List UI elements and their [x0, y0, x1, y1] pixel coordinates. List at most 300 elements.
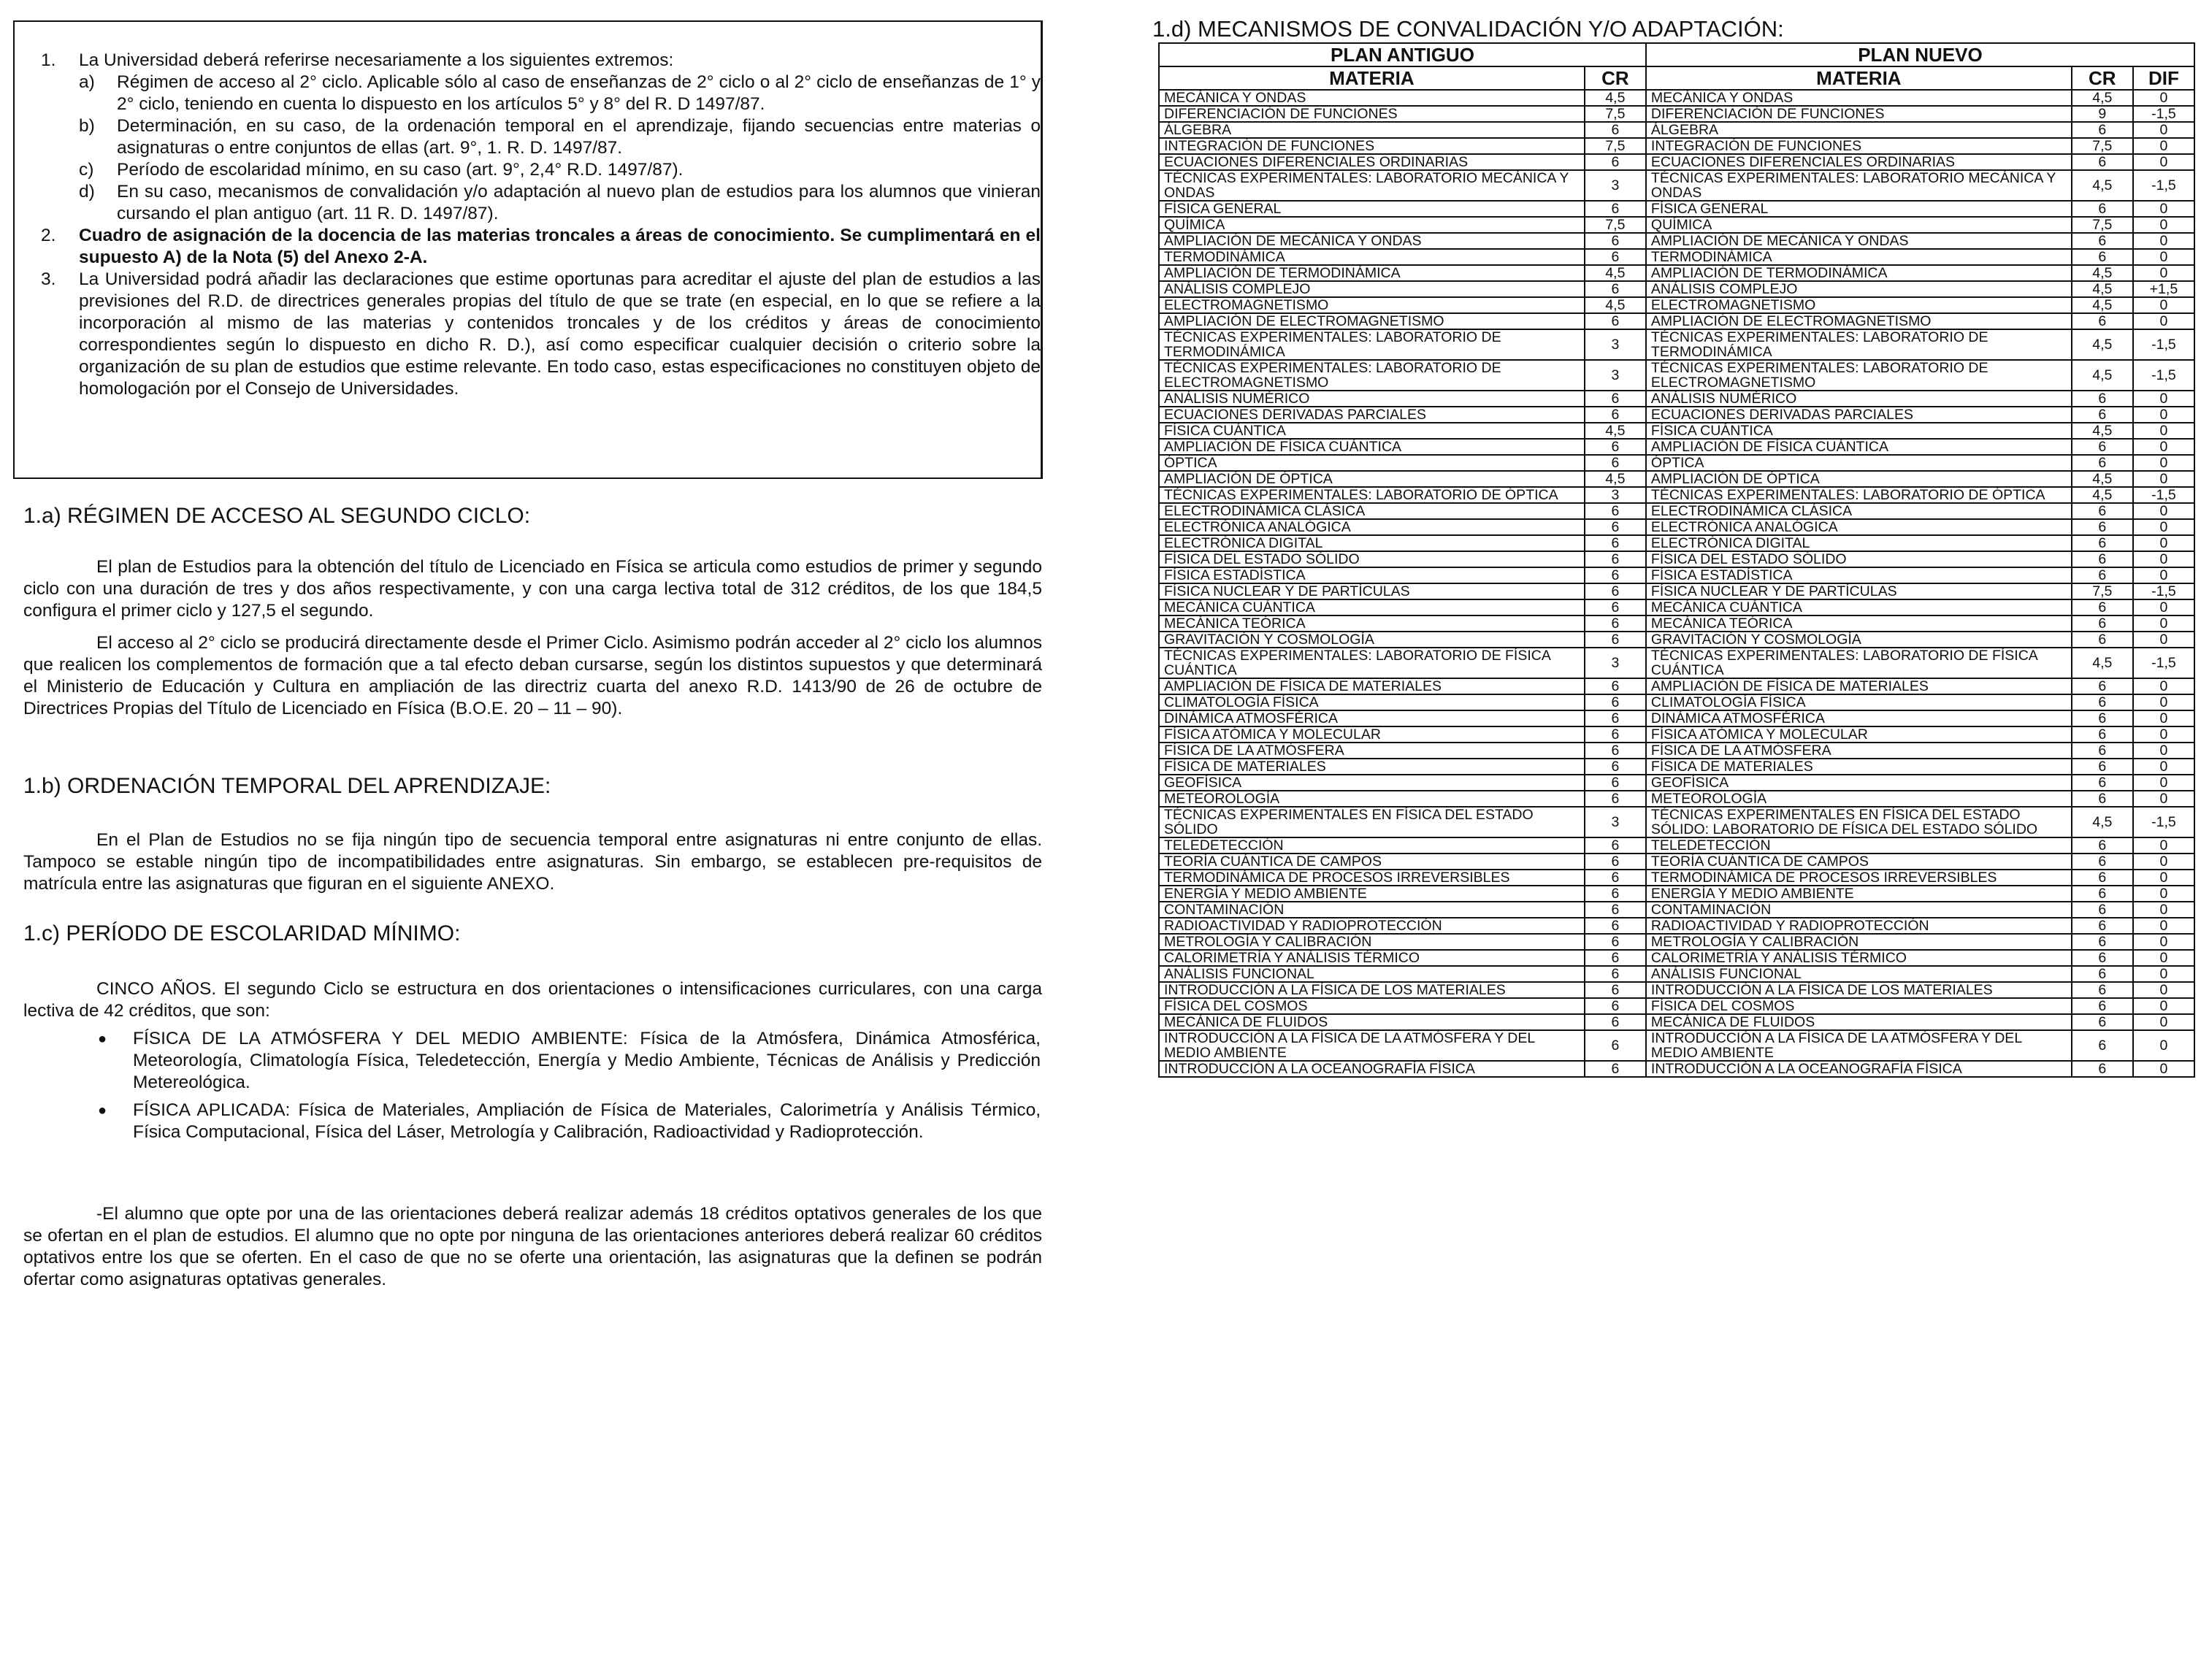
section-title-acceso: 1.a) RÉGIMEN DE ACCESO AL SEGUNDO CICLO: [23, 504, 531, 528]
cr-new-cell: 7,5 [2072, 138, 2133, 154]
subitem-letter: d) [79, 182, 95, 202]
dif-cell: 0 [2133, 791, 2194, 807]
materia-new-cell: CALORIMETRÍA Y ANÁLISIS TÉRMICO [1646, 950, 2072, 966]
header-plan-antiguo: PLAN ANTIGUO [1159, 43, 1646, 66]
table-row [1159, 791, 2194, 807]
cr-new-cell: 6 [2072, 775, 2133, 791]
materia-old-cell: ELECTRODINÁMICA CLÁSICA [1159, 503, 1585, 519]
materia-old-cell: DIFERENCIACIÓN DE FUNCIONES [1159, 106, 1585, 122]
materia-old-cell: FÍSICA GENERAL [1159, 201, 1585, 217]
cr-old-cell: 6 [1585, 678, 1646, 694]
materia-new-cell: ECUACIONES DIFERENCIALES ORDINARIAS [1646, 154, 2072, 170]
materia-old-cell: ENERGÍA Y MEDIO AMBIENTE [1159, 886, 1585, 902]
cr-old-cell: 6 [1585, 281, 1646, 297]
table-row [1159, 106, 2194, 122]
cr-new-cell: 4,5 [2072, 329, 2133, 360]
cr-new-cell: 6 [2072, 1061, 2133, 1077]
materia-old-cell: DINÁMICA ATMOSFÉRICA [1159, 710, 1585, 726]
materia-new-cell: FÍSICA ATÓMICA Y MOLECULAR [1646, 726, 2072, 743]
cr-old-cell: 6 [1585, 201, 1646, 217]
materia-old-cell: FÍSICA DE MATERIALES [1159, 759, 1585, 775]
materia-old-cell: AMPLIACIÓN DE ELECTROMAGNETISMO [1159, 313, 1585, 329]
cr-old-cell: 6 [1585, 886, 1646, 902]
cr-new-cell: 6 [2072, 791, 2133, 807]
note-sublist [79, 72, 1041, 225]
cr-old-cell: 3 [1585, 360, 1646, 391]
cr-old-cell: 6 [1585, 775, 1646, 791]
materia-new-cell: MECÁNICA Y ONDAS [1646, 90, 2072, 106]
cr-new-cell: 6 [2072, 551, 2133, 567]
materia-new-cell: METEOROLOGÍA [1646, 791, 2072, 807]
table-row [1159, 471, 2194, 487]
materia-new-cell: ECUACIONES DERIVADAS PARCIALES [1646, 407, 2072, 423]
dif-cell: 0 [2133, 918, 2194, 934]
materia-new-cell: INTEGRACIÓN DE FUNCIONES [1646, 138, 2072, 154]
dif-cell: 0 [2133, 1014, 2194, 1030]
cr-old-cell: 6 [1585, 950, 1646, 966]
notes-box [13, 20, 1043, 479]
subitem-letter: c) [79, 160, 94, 180]
cr-new-cell: 6 [2072, 966, 2133, 982]
materia-old-cell: FÍSICA CUÁNTICA [1159, 423, 1585, 439]
note-subitem-a [79, 72, 1041, 115]
cr-old-cell: 7,5 [1585, 217, 1646, 233]
table-row [1159, 583, 2194, 599]
dif-cell: 0 [2133, 870, 2194, 886]
cr-new-cell: 6 [2072, 694, 2133, 710]
dif-cell: 0 [2133, 423, 2194, 439]
cr-new-cell: 4,5 [2072, 648, 2133, 678]
table-row [1159, 1061, 2194, 1077]
table-row [1159, 934, 2194, 950]
cr-new-cell: 6 [2072, 854, 2133, 870]
table-row [1159, 902, 2194, 918]
cr-old-cell: 6 [1585, 455, 1646, 471]
table-row [1159, 233, 2194, 249]
dif-cell: 0 [2133, 313, 2194, 329]
cr-old-cell: 7,5 [1585, 106, 1646, 122]
materia-old-cell: FÍSICA NUCLEAR Y DE PARTÍCULAS [1159, 583, 1585, 599]
table-row [1159, 567, 2194, 583]
materia-new-cell: FÍSICA DE LA ATMÓSFERA [1646, 743, 2072, 759]
materia-new-cell: METROLOGÍA Y CALIBRACIÓN [1646, 934, 2072, 950]
cr-new-cell: 6 [2072, 391, 2133, 407]
cr-old-cell: 6 [1585, 902, 1646, 918]
materia-old-cell: AMPLIACIÓN DE FÍSICA DE MATERIALES [1159, 678, 1585, 694]
materia-old-cell: ANÁLISIS NUMÉRICO [1159, 391, 1585, 407]
table-row [1159, 90, 2194, 106]
materia-old-cell: INTRODUCCIÓN A LA OCEANOGRAFÍA FÍSICA [1159, 1061, 1585, 1077]
table-row [1159, 535, 2194, 551]
table-row [1159, 313, 2194, 329]
materia-old-cell: GEOFÍSICA [1159, 775, 1585, 791]
cr-old-cell: 3 [1585, 329, 1646, 360]
dif-cell: 0 [2133, 966, 2194, 982]
cr-old-cell: 6 [1585, 837, 1646, 854]
table-row [1159, 407, 2194, 423]
dif-cell: 0 [2133, 837, 2194, 854]
cr-old-cell: 6 [1585, 567, 1646, 583]
materia-old-cell: ELECTROMAGNETISMO [1159, 297, 1585, 313]
table-row [1159, 122, 2194, 138]
cr-old-cell: 6 [1585, 998, 1646, 1014]
cr-new-cell: 4,5 [2072, 281, 2133, 297]
materia-new-cell: TÉCNICAS EXPERIMENTALES: LABORATORIO DE TERMODINÁMICA [1646, 329, 2072, 360]
dif-cell: 0 [2133, 743, 2194, 759]
section-title-ordenacion: 1.b) ORDENACIÓN TEMPORAL DEL APRENDIZAJE: [23, 774, 551, 798]
cr-new-cell: 4,5 [2072, 297, 2133, 313]
orientation-list [95, 1028, 1041, 1149]
materia-old-cell: TÉCNICAS EXPERIMENTALES: LABORATORIO DE ÓPTICA [1159, 487, 1585, 503]
materia-old-cell: TEORÍA CUÁNTICA DE CAMPOS [1159, 854, 1585, 870]
cr-old-cell: 6 [1585, 791, 1646, 807]
cr-new-cell: 6 [2072, 439, 2133, 455]
cr-old-cell: 6 [1585, 966, 1646, 982]
header-materia-new: MATERIA [1646, 66, 2072, 90]
cr-new-cell: 4,5 [2072, 170, 2133, 201]
materia-new-cell: AMPLIACIÓN DE ELECTROMAGNETISMO [1646, 313, 2072, 329]
table-row [1159, 615, 2194, 632]
dif-cell: 0 [2133, 726, 2194, 743]
table-row [1159, 1014, 2194, 1030]
materia-old-cell: ÁLGEBRA [1159, 122, 1585, 138]
materia-new-cell: FÍSICA ESTADÍSTICA [1646, 567, 2072, 583]
cr-new-cell: 4,5 [2072, 487, 2133, 503]
table-row [1159, 837, 2194, 854]
cr-old-cell: 6 [1585, 599, 1646, 615]
cr-new-cell: 6 [2072, 599, 2133, 615]
table-row [1159, 217, 2194, 233]
note-item-1 [41, 50, 1041, 225]
materia-old-cell: TÉCNICAS EXPERIMENTALES EN FÍSICA DEL ESTADO SÓLIDO [1159, 807, 1585, 837]
cr-new-cell: 6 [2072, 615, 2133, 632]
dif-cell: 0 [2133, 902, 2194, 918]
table-row [1159, 870, 2194, 886]
subitem-text: Régimen de acceso al 2° ciclo. Aplicable sólo al caso de enseñanzas de 2° ciclo o al 2° ciclo de enseñanzas de 1° y 2° ciclo, teniendo en cuenta lo dispuesto en los artículos 5° y 8° del R. D 1497/87. [117, 72, 1041, 114]
cr-new-cell: 6 [2072, 535, 2133, 551]
dif-cell: 0 [2133, 678, 2194, 694]
table-row [1159, 726, 2194, 743]
cr-old-cell: 3 [1585, 648, 1646, 678]
left-page [0, 0, 1081, 1680]
table-row [1159, 854, 2194, 870]
table-row [1159, 807, 2194, 837]
note-text: Cuadro de asignación de la docencia de las materias troncales a áreas de conocimiento. Se cumplimentará en el supuesto A) de la Nota (5) del Anexo 2-A. [79, 226, 1041, 267]
materia-new-cell: GRAVITACIÓN Y COSMOLOGÍA [1646, 632, 2072, 648]
dif-cell: 0 [2133, 854, 2194, 870]
subitem-text: En su caso, mecanismos de convalidación y/o adaptación al nuevo plan de estudios para los alumnos que vinieran cursando el plan antiguo (art. 11 R. D. 1497/87). [117, 182, 1041, 223]
materia-old-cell: RADIOACTIVIDAD Y RADIOPROTECCIÓN [1159, 918, 1585, 934]
note-number: 2. [41, 226, 56, 245]
cr-old-cell: 4,5 [1585, 90, 1646, 106]
dif-cell: 0 [2133, 934, 2194, 950]
table-row [1159, 710, 2194, 726]
materia-new-cell: ÓPTICA [1646, 455, 2072, 471]
cr-new-cell: 6 [2072, 122, 2133, 138]
cr-new-cell: 6 [2072, 632, 2133, 648]
subitem-letter: b) [79, 116, 95, 136]
materia-new-cell: FÍSICA DEL ESTADO SÓLIDO [1646, 551, 2072, 567]
materia-old-cell: INTRODUCCIÓN A LA FÍSICA DE LOS MATERIALES [1159, 982, 1585, 998]
dif-cell: -1,5 [2133, 487, 2194, 503]
table-row [1159, 998, 2194, 1014]
header-cr-old: CR [1585, 66, 1646, 90]
cr-old-cell: 6 [1585, 1030, 1646, 1061]
header-row-plans [1159, 43, 2194, 66]
table-row [1159, 950, 2194, 966]
dif-cell: 0 [2133, 567, 2194, 583]
table-row [1159, 886, 2194, 902]
materia-old-cell: ECUACIONES DIFERENCIALES ORDINARIAS [1159, 154, 1585, 170]
cr-old-cell: 6 [1585, 918, 1646, 934]
dif-cell: 0 [2133, 535, 2194, 551]
materia-old-cell: MECÁNICA CUÁNTICA [1159, 599, 1585, 615]
section-title-escolaridad: 1.c) PERÍODO DE ESCOLARIDAD MÍNIMO: [23, 921, 461, 946]
paragraph-acceso-2: El acceso al 2° ciclo se producirá directamente desde el Primer Ciclo. Asimismo podrán acceder al 2° ciclo los alumnos que realicen los complementos de formación que a tal efecto deban cursarse, según los distintos supuestos y que determinará el Ministerio de Educación y Cultura en ampliación de las directriz cuarta del anexo R.D. 1413/90 de 26 de octubre de Directrices Propias del Título de Licenciado en Física (B.O.E. 20 – 11 – 90). [23, 633, 1042, 718]
materia-old-cell: CALORIMETRÍA Y ANÁLISIS TÉRMICO [1159, 950, 1585, 966]
table-row [1159, 966, 2194, 982]
cr-old-cell: 6 [1585, 439, 1646, 455]
convalidation-table [1158, 42, 2195, 1078]
materia-old-cell: FÍSICA ESTADÍSTICA [1159, 567, 1585, 583]
dif-cell: 0 [2133, 519, 2194, 535]
materia-old-cell: FÍSICA ATÓMICA Y MOLECULAR [1159, 726, 1585, 743]
materia-old-cell: AMPLIACIÓN DE FÍSICA CUÁNTICA [1159, 439, 1585, 455]
materia-new-cell: AMPLIACIÓN DE ÓPTICA [1646, 471, 2072, 487]
dif-cell: 0 [2133, 503, 2194, 519]
materia-new-cell: ENERGÍA Y MEDIO AMBIENTE [1646, 886, 2072, 902]
materia-old-cell: MECÁNICA DE FLUIDOS [1159, 1014, 1585, 1030]
table-row [1159, 360, 2194, 391]
cr-new-cell: 6 [2072, 249, 2133, 265]
dif-cell: 0 [2133, 710, 2194, 726]
materia-old-cell: TERMODINÁMICA [1159, 249, 1585, 265]
cr-old-cell: 6 [1585, 694, 1646, 710]
table-row [1159, 632, 2194, 648]
table-row [1159, 648, 2194, 678]
table-row [1159, 759, 2194, 775]
cr-old-cell: 6 [1585, 870, 1646, 886]
cr-new-cell: 6 [2072, 902, 2133, 918]
cr-new-cell: 6 [2072, 519, 2133, 535]
materia-new-cell: INTRODUCCIÓN A LA OCEANOGRAFÍA FÍSICA [1646, 1061, 2072, 1077]
cr-new-cell: 4,5 [2072, 90, 2133, 106]
cr-old-cell: 6 [1585, 535, 1646, 551]
dif-cell: 0 [2133, 122, 2194, 138]
materia-old-cell: METEOROLOGÍA [1159, 791, 1585, 807]
materia-new-cell: TÉCNICAS EXPERIMENTALES: LABORATORIO MECÁNICA Y ONDAS [1646, 170, 2072, 201]
cr-old-cell: 6 [1585, 407, 1646, 423]
subitem-letter: a) [79, 72, 95, 92]
cr-new-cell: 6 [2072, 407, 2133, 423]
cr-new-cell: 4,5 [2072, 471, 2133, 487]
dif-cell: +1,5 [2133, 281, 2194, 297]
cr-new-cell: 6 [2072, 201, 2133, 217]
dif-cell: 0 [2133, 775, 2194, 791]
table-row [1159, 982, 2194, 998]
materia-new-cell: INTRODUCCIÓN A LA FÍSICA DE LA ATMÓSFERA Y DEL MEDIO AMBIENTE [1646, 1030, 2072, 1061]
dif-cell: 0 [2133, 1061, 2194, 1077]
materia-old-cell: ÓPTICA [1159, 455, 1585, 471]
cr-old-cell: 4,5 [1585, 471, 1646, 487]
table-row [1159, 1030, 2194, 1061]
dif-cell: 0 [2133, 439, 2194, 455]
table-row [1159, 678, 2194, 694]
materia-old-cell: INTEGRACIÓN DE FUNCIONES [1159, 138, 1585, 154]
bullet-icon: ● [98, 1031, 107, 1047]
materia-old-cell: METROLOGÍA Y CALIBRACIÓN [1159, 934, 1585, 950]
right-page [1125, 0, 2201, 1680]
note-subitem-c [79, 159, 1041, 181]
dif-cell: 0 [2133, 759, 2194, 775]
orientation-item [95, 1100, 1041, 1143]
cr-old-cell: 6 [1585, 519, 1646, 535]
table-row [1159, 694, 2194, 710]
materia-new-cell: AMPLIACIÓN DE FÍSICA DE MATERIALES [1646, 678, 2072, 694]
cr-new-cell: 6 [2072, 918, 2133, 934]
materia-old-cell: FÍSICA DE LA ATMÓSFERA [1159, 743, 1585, 759]
table-row [1159, 503, 2194, 519]
cr-old-cell: 6 [1585, 122, 1646, 138]
cr-new-cell: 6 [2072, 837, 2133, 854]
materia-new-cell: ANÁLISIS COMPLEJO [1646, 281, 2072, 297]
table-row [1159, 487, 2194, 503]
materia-new-cell: AMPLIACIÓN DE FÍSICA CUÁNTICA [1646, 439, 2072, 455]
dif-cell: 0 [2133, 1030, 2194, 1061]
orientation-text: FÍSICA DE LA ATMÓSFERA Y DEL MEDIO AMBIENTE: Física de la Atmósfera, Dinámica Atmosférica, Meteorología, Climatología Física, Teledetección, Energía y Medio Ambiente, Técnicas de Análisis y Predicción Metereológica. [133, 1029, 1041, 1092]
cr-new-cell: 7,5 [2072, 583, 2133, 599]
materia-new-cell: FÍSICA DE MATERIALES [1646, 759, 2072, 775]
materia-new-cell: ANÁLISIS NUMÉRICO [1646, 391, 2072, 407]
materia-new-cell: FÍSICA NUCLEAR Y DE PARTÍCULAS [1646, 583, 2072, 599]
materia-old-cell: ANÁLISIS FUNCIONAL [1159, 966, 1585, 982]
orientation-text: FÍSICA APLICADA: Física de Materiales, Ampliación de Física de Materiales, Calorimetría y Análisis Térmico, Física Computacional, Física del Láser, Metrología y Calibración, Radioactividad y Radioprotección. [133, 1100, 1041, 1142]
materia-new-cell: FÍSICA DEL COSMOS [1646, 998, 2072, 1014]
cr-old-cell: 6 [1585, 503, 1646, 519]
dif-cell: 0 [2133, 138, 2194, 154]
materia-new-cell: MECÁNICA DE FLUIDOS [1646, 1014, 2072, 1030]
materia-new-cell: ÁLGEBRA [1646, 122, 2072, 138]
paragraph-acceso-1: El plan de Estudios para la obtención del título de Licenciado en Física se articula como estudios de primer y segundo ciclo con una duración de tres y dos años respectivamente, y con una carga lectiva total de 312 créditos, de los que 184,5 configura el primer ciclo y 127,5 el segundo. [23, 557, 1042, 621]
subitem-text: Determinación, en su caso, de la ordenación temporal en el aprendizaje, fijando secuencias entre materias o asignaturas o entre conjuntos de ellas (art. 9°, 1. R. D. 1497/87. [117, 116, 1041, 158]
materia-new-cell: AMPLIACIÓN DE MECÁNICA Y ONDAS [1646, 233, 2072, 249]
note-text: La Universidad podrá añadir las declaraciones que estime oportunas para acreditar el ajuste del plan de estudios a las previsiones del R.D. de directrices generales propias del título de que se trate (en especial, en lo que se refiere a la incorporación al mismo de las materias y contenidos troncales y de los créditos y áreas de conocimiento correspondientes según lo dispuesto en dicho R. D.), así como especificar cualquier decisión o criterio sobre la organización de su plan de estudios que estime relevante. En todo caso, estas especificaciones no constituyen objeto de homologación por el Consejo de Universidades. [79, 269, 1041, 399]
header-plan-nuevo: PLAN NUEVO [1646, 43, 2194, 66]
note-item-3 [41, 269, 1041, 400]
cr-new-cell: 6 [2072, 743, 2133, 759]
cr-new-cell: 6 [2072, 870, 2133, 886]
cr-new-cell: 6 [2072, 759, 2133, 775]
cr-new-cell: 4,5 [2072, 360, 2133, 391]
dif-cell: 0 [2133, 265, 2194, 281]
materia-old-cell: AMPLIACIÓN DE MECÁNICA Y ONDAS [1159, 233, 1585, 249]
header-row-columns [1159, 66, 2194, 90]
table-row [1159, 423, 2194, 439]
dif-cell: 0 [2133, 249, 2194, 265]
cr-old-cell: 6 [1585, 726, 1646, 743]
table-row [1159, 265, 2194, 281]
cr-new-cell: 6 [2072, 886, 2133, 902]
materia-new-cell: RADIOACTIVIDAD Y RADIOPROTECCIÓN [1646, 918, 2072, 934]
table-header [1159, 43, 2194, 90]
table-row [1159, 599, 2194, 615]
cr-new-cell: 9 [2072, 106, 2133, 122]
cr-new-cell: 6 [2072, 154, 2133, 170]
materia-new-cell: AMPLIACIÓN DE TERMODINÁMICA [1646, 265, 2072, 281]
materia-old-cell: TÉCNICAS EXPERIMENTALES: LABORATORIO DE FÍSICA CUÁNTICA [1159, 648, 1585, 678]
materia-old-cell: CONTAMINACIÓN [1159, 902, 1585, 918]
cr-new-cell: 6 [2072, 567, 2133, 583]
dif-cell: -1,5 [2133, 583, 2194, 599]
materia-new-cell: FÍSICA GENERAL [1646, 201, 2072, 217]
table-row [1159, 249, 2194, 265]
cr-old-cell: 3 [1585, 170, 1646, 201]
materia-new-cell: ELECTROMAGNETISMO [1646, 297, 2072, 313]
cr-new-cell: 6 [2072, 1030, 2133, 1061]
cr-old-cell: 6 [1585, 743, 1646, 759]
materia-old-cell: INTRODUCCIÓN A LA FÍSICA DE LA ATMÓSFERA Y DEL MEDIO AMBIENTE [1159, 1030, 1585, 1061]
materia-new-cell: TERMODINÁMICA DE PROCESOS IRREVERSIBLES [1646, 870, 2072, 886]
table-row [1159, 329, 2194, 360]
table-row [1159, 775, 2194, 791]
materia-old-cell: MECÁNICA TEÓRICA [1159, 615, 1585, 632]
materia-old-cell: FÍSICA DEL COSMOS [1159, 998, 1585, 1014]
cr-old-cell: 6 [1585, 1014, 1646, 1030]
materia-old-cell: TÉCNICAS EXPERIMENTALES: LABORATORIO DE TERMODINÁMICA [1159, 329, 1585, 360]
materia-new-cell: TELEDETECCIÓN [1646, 837, 2072, 854]
section-title-convalidacion: 1.d) MECANISMOS DE CONVALIDACIÓN Y/O ADAPTACIÓN: [1152, 16, 1784, 42]
materia-new-cell: ANÁLISIS FUNCIONAL [1646, 966, 2072, 982]
cr-new-cell: 6 [2072, 1014, 2133, 1030]
cr-old-cell: 6 [1585, 632, 1646, 648]
materia-new-cell: INTRODUCCIÓN A LA FÍSICA DE LOS MATERIALES [1646, 982, 2072, 998]
cr-old-cell: 6 [1585, 313, 1646, 329]
dif-cell: 0 [2133, 154, 2194, 170]
table-row [1159, 743, 2194, 759]
materia-new-cell: GEOFÍSICA [1646, 775, 2072, 791]
paragraph-escolaridad-1: CINCO AÑOS. El segundo Ciclo se estructura en dos orientaciones o intensificaciones curriculares, con una carga lectiva de 42 créditos, que son: [23, 979, 1042, 1021]
table-row [1159, 455, 2194, 471]
materia-old-cell: ELECTRÓNICA ANALÓGICA [1159, 519, 1585, 535]
cr-new-cell: 4,5 [2072, 807, 2133, 837]
table-row [1159, 281, 2194, 297]
table-row [1159, 201, 2194, 217]
materia-old-cell: TÉCNICAS EXPERIMENTALES: LABORATORIO MECÁNICA Y ONDAS [1159, 170, 1585, 201]
dif-cell: 0 [2133, 233, 2194, 249]
materia-new-cell: ELECTRÓNICA DIGITAL [1646, 535, 2072, 551]
bullet-icon: ● [98, 1102, 107, 1119]
header-dif: DIF [2133, 66, 2194, 90]
materia-new-cell: CLIMATOLOGÍA FÍSICA [1646, 694, 2072, 710]
materia-old-cell: ANÁLISIS COMPLEJO [1159, 281, 1585, 297]
note-item-2 [41, 225, 1041, 269]
materia-old-cell: MECÁNICA Y ONDAS [1159, 90, 1585, 106]
materia-new-cell: ELECTRÓNICA ANALÓGICA [1646, 519, 2072, 535]
cr-old-cell: 6 [1585, 615, 1646, 632]
dif-cell: -1,5 [2133, 807, 2194, 837]
paragraph-ordenacion: En el Plan de Estudios no se fija ningún tipo de secuencia temporal entre asignaturas ni entre conjunto de ellas. Tampoco se estable ningún tipo de incompatibilidades entre asignaturas. Sin embargo, se establecen pre-requisitos de matrícula entre las asignaturas que figuran en el siguiente ANEXO. [23, 830, 1042, 894]
dif-cell: -1,5 [2133, 329, 2194, 360]
note-subitem-b [79, 115, 1041, 159]
cr-new-cell: 6 [2072, 503, 2133, 519]
dif-cell: 0 [2133, 632, 2194, 648]
cr-old-cell: 6 [1585, 583, 1646, 599]
dif-cell: 0 [2133, 599, 2194, 615]
cr-old-cell: 6 [1585, 934, 1646, 950]
subitem-text: Período de escolaridad mínimo, en su caso (art. 9°, 2,4° R.D. 1497/87). [117, 160, 684, 180]
cr-old-cell: 6 [1585, 233, 1646, 249]
materia-new-cell: TÉCNICAS EXPERIMENTALES: LABORATORIO DE ÓPTICA [1646, 487, 2072, 503]
